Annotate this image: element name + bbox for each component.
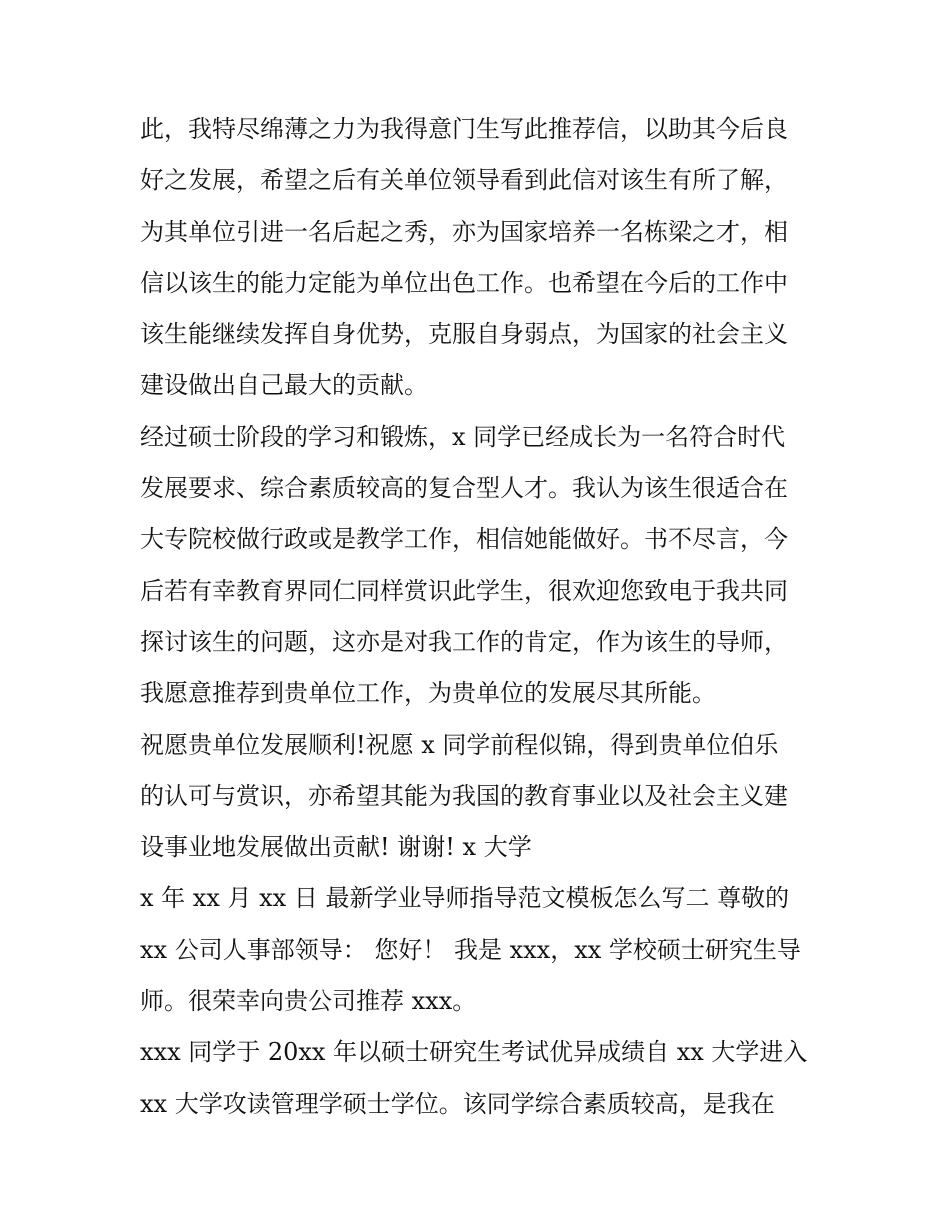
text-line: x 年 xx 月 xx 日 最新学业导师指导范文模板怎么写二 尊敬的 (140, 884, 790, 913)
text-line: 信以该生的能力定能为单位出色工作。也希望在今后的工作中 (140, 268, 788, 297)
text-line: 经过硕士阶段的学习和锻炼，x 同学已经成长为一名符合时代 (140, 422, 786, 451)
text-line: 祝愿贵单位发展顺利!祝愿 x 同学前程似锦，得到贵单位伯乐 (140, 730, 779, 759)
text-line: 设事业地发展做出贡献! 谢谢! x 大学 (140, 833, 532, 862)
text-line: 后若有幸教育界同仁同样赏识此学生，很欢迎您致电于我共同 (140, 576, 788, 605)
text-line: 的认可与赏识，亦希望其能为我国的教育事业以及社会主义建 (140, 781, 788, 810)
text-line: 大专院校做行政或是教学工作，相信她能做好。书不尽言，今 (140, 525, 788, 554)
text-line: 发展要求、综合素质较高的复合型人才。我认为该生很适合在 (140, 474, 788, 503)
text-line: xxx 同学于 20xx 年以硕士研究生考试优异成绩自 xx 大学进入 (140, 1038, 808, 1067)
text-line: xx 公司人事部领导： 您好！ 我是 xxx，xx 学校硕士研究生导 (140, 935, 801, 964)
text-line: 师。很荣幸向贵公司推荐 xxx。 (140, 987, 477, 1016)
text-line: 此，我特尽绵薄之力为我得意门生写此推荐信，以助其今后良 (140, 115, 788, 143)
text-line: 建设做出自己最大的贡献。 (140, 371, 428, 400)
text-line: 我愿意推荐到贵单位工作，为贵单位的发展尽其所能。 (140, 679, 716, 708)
text-line: xx 大学攻读管理学硕士学位。该同学综合素质较高，是我在 (140, 1089, 775, 1118)
text-line: 为其单位引进一名后起之秀，亦为国家培养一名栋梁之才，相 (140, 217, 788, 246)
text-line: 探讨该生的问题，这亦是对我工作的肯定，作为该生的导师， (140, 627, 788, 656)
text-line: 好之发展，希望之后有关单位领导看到此信对该生有所了解， (140, 166, 788, 195)
letter-body (140, 104, 830, 1130)
text-line: 该生能继续发挥自身优势，克服自身弱点，为国家的社会主义 (140, 320, 788, 349)
